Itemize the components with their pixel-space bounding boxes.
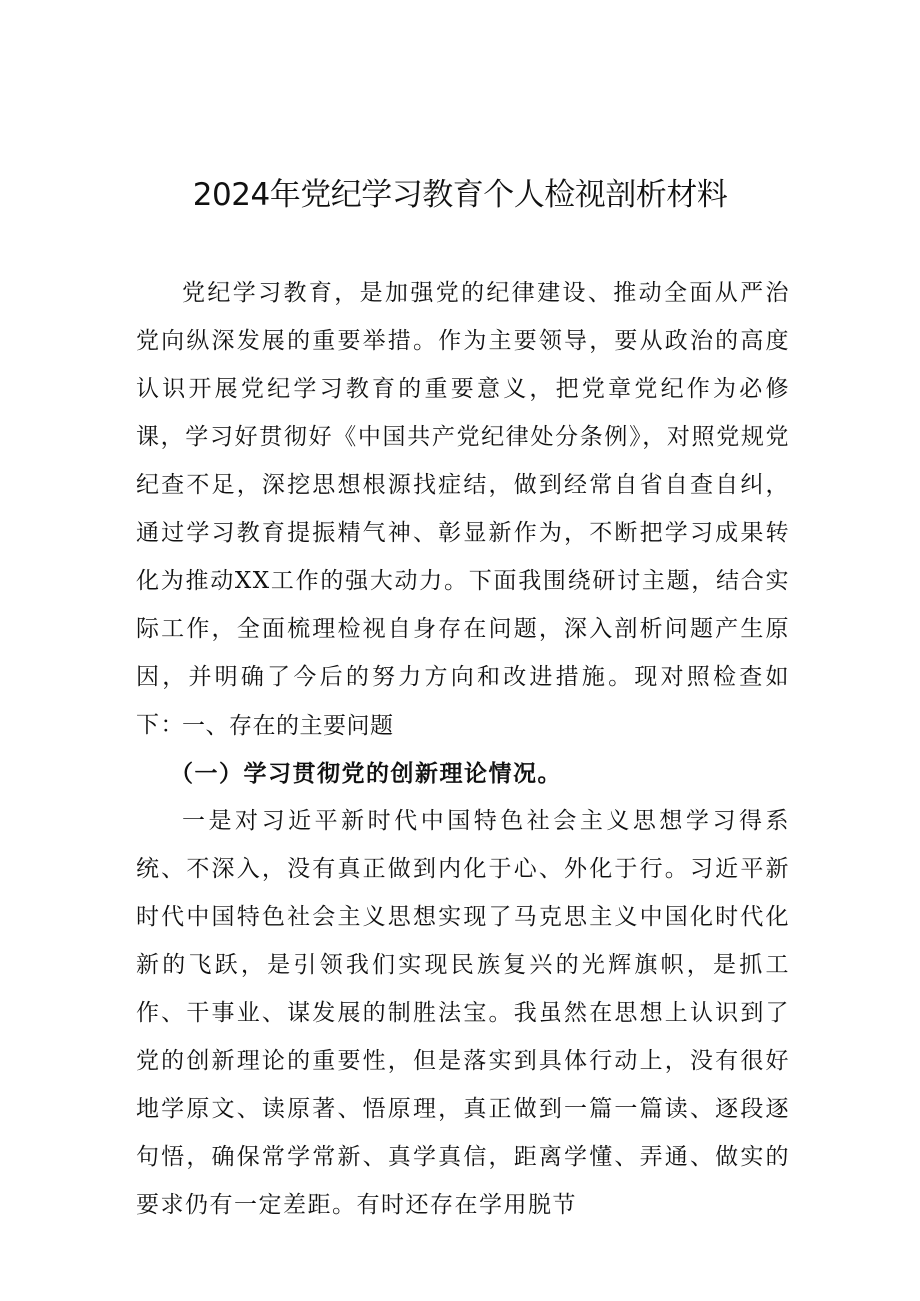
subsection-heading: （一）学习贯彻党的创新理论情况。 bbox=[170, 760, 562, 787]
section-heading: 一、存在的主要问题 bbox=[182, 713, 394, 739]
problem-paragraph: 一是对习近平新时代中国特色社会主义思想学习得系统、不深入，没有真正做到内化于心、外化于行。习近平新时代中国特色社会主义思想实现了马克思主义中国化时代化新的飞跃，是引领我们实现民族复兴的光辉旗帜，是抓工作、干事业、谋发展的制胜法宝。我虽然在思想上认识到了党的创新理论的重要性，但是落实到具体行动上，没有很好地学原文、读原著、悟原理，真正做到一篇一篇读、逐段逐句悟，确保常学常新、真学真信，距离学懂、弄通、做实的要求仍有一定差距。有时还存在学用脱节 bbox=[136, 808, 790, 1218]
intro-section bbox=[136, 269, 790, 749]
document-title: 2024年党纪学习教育个人检视剖析材料 bbox=[192, 177, 728, 213]
problem-section bbox=[136, 797, 790, 1229]
intro-paragraph: 党纪学习教育，是加强党的纪律建设、推动全面从严治党向纵深发展的重要举措。作为主要领导，要从政治的高度认识开展党纪学习教育的重要意义，把党章党纪作为必修课，学习好贯彻好《中国共产党纪律处分条例》，对照党规党纪查不足，深挖思想根源找症结，做到经常自省自查自纠，通过学习教育提振精气神、彰显新作为，不断把学习成果转化为推动XX工作的强大动力。下面我围绕研讨主题，结合实际工作，全面梳理检视自身存在问题，深入剖析问题产生原因，并明确了今后的努力方向和改进措施。现对照检查如下： bbox=[136, 280, 790, 738]
